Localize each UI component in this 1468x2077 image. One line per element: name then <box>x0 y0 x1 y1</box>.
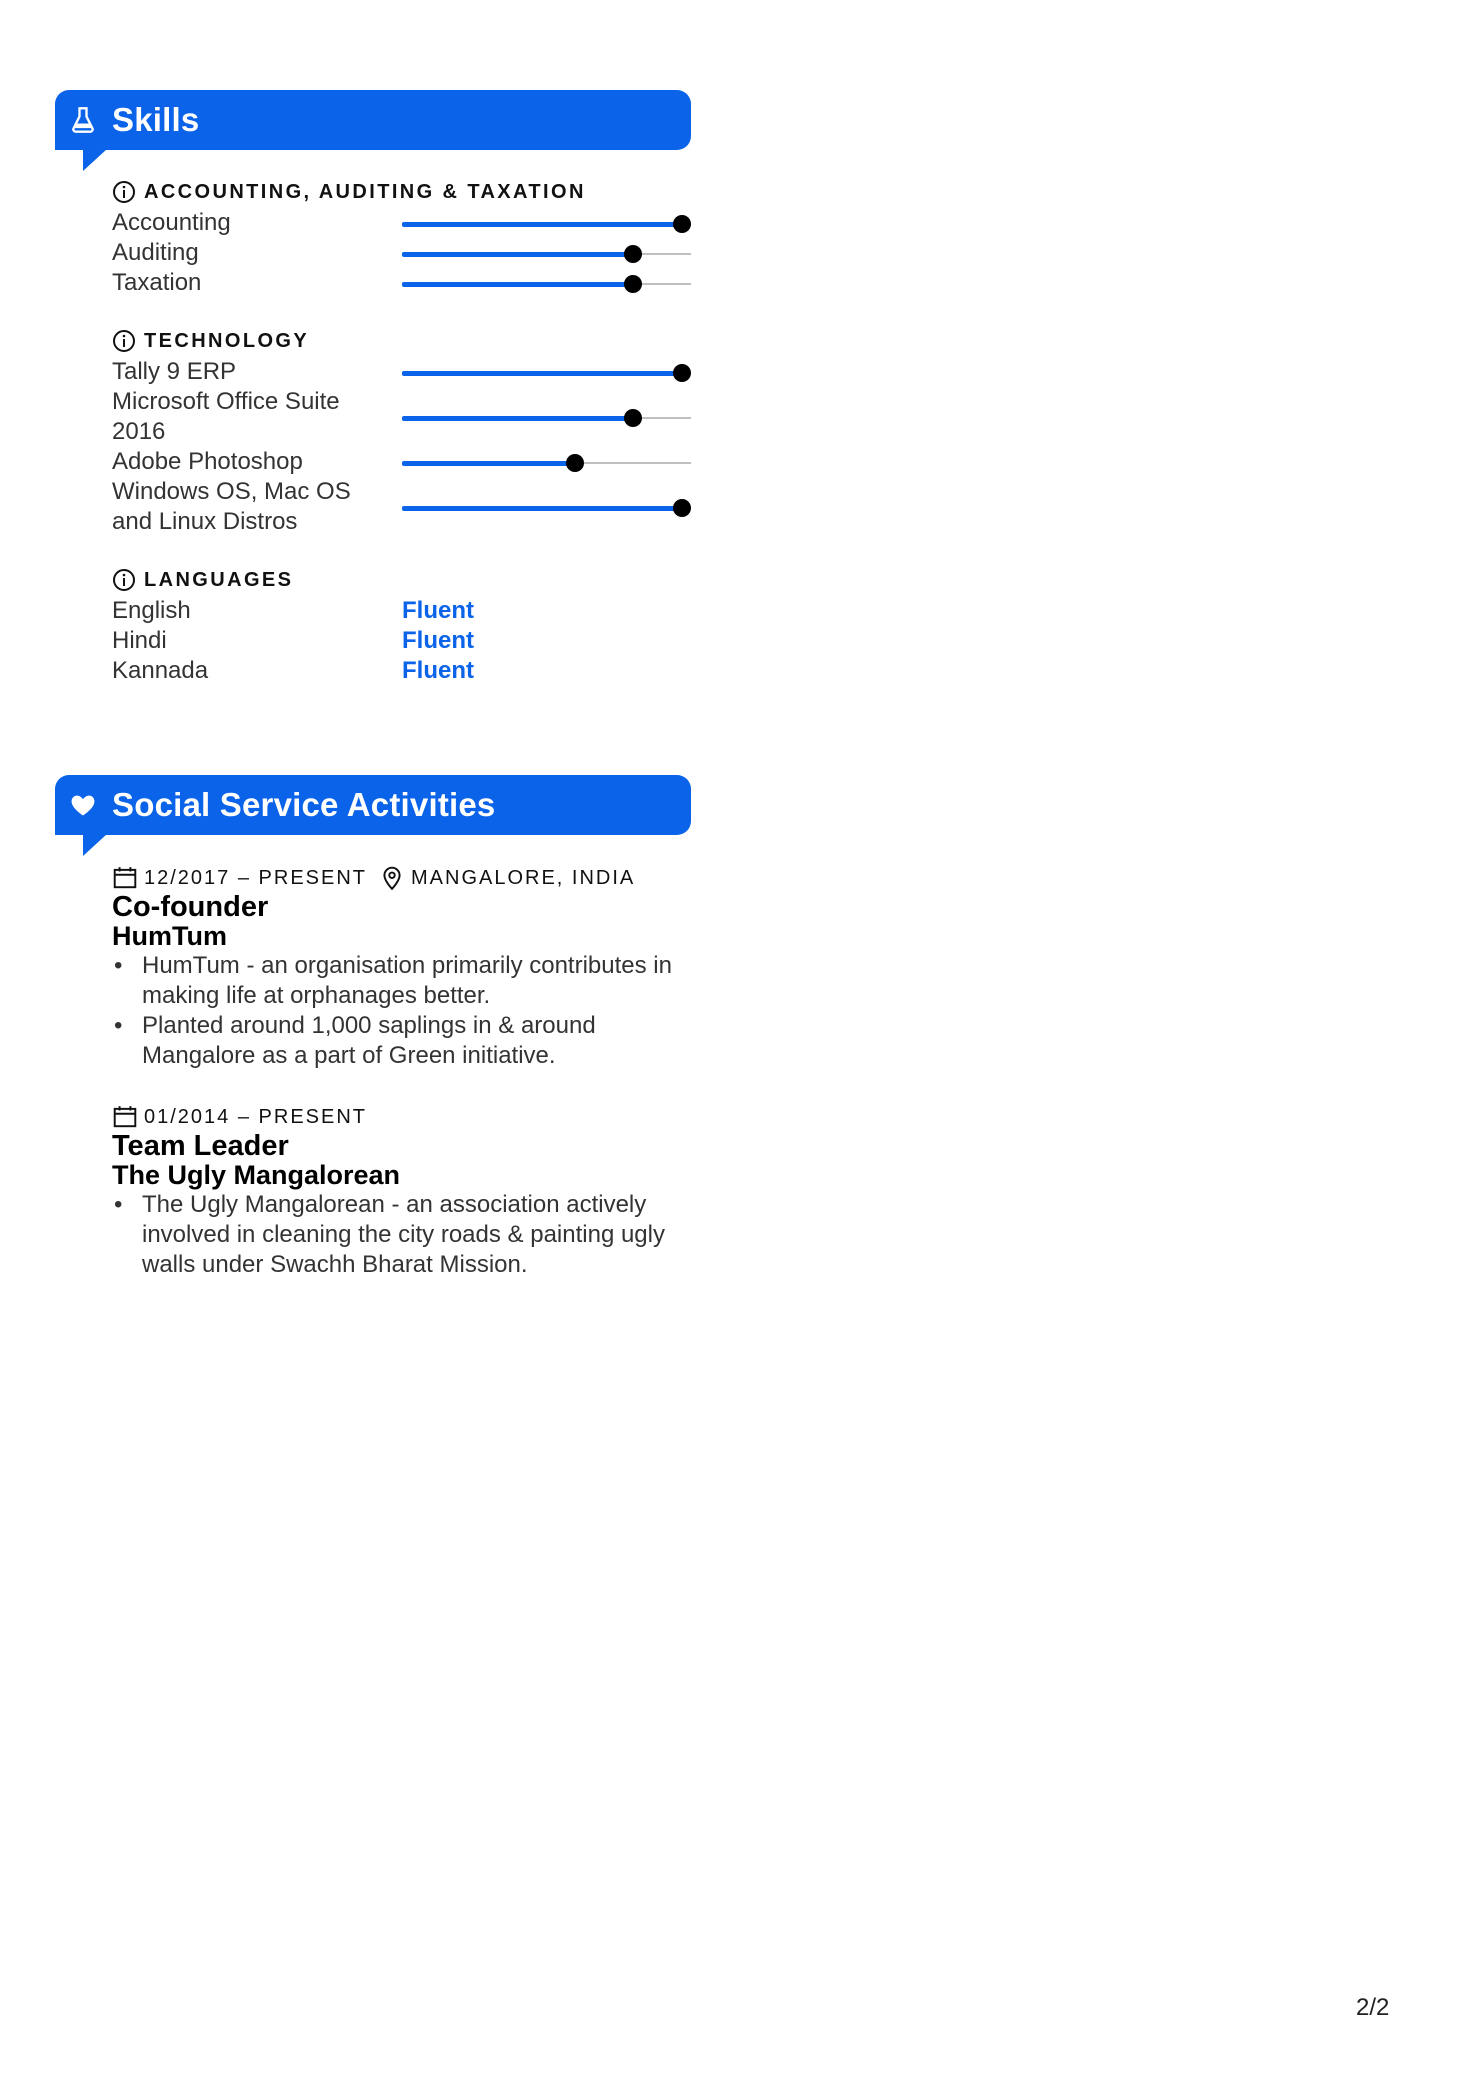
skill-knob <box>624 275 642 293</box>
language-level: Fluent <box>402 657 474 684</box>
skill-label: Windows OS, Mac OS and Linux Distros <box>112 478 351 535</box>
skill-knob <box>624 409 642 427</box>
bullet-item: • Planted around 1,000 saplings in & around Mangalore as a part of Green initiative. <box>112 1011 702 1071</box>
skill-bar <box>402 283 691 285</box>
skill-group-heading: TECHNOLOGY <box>112 329 309 353</box>
entry-meta <box>112 1104 367 1130</box>
skill-knob <box>673 215 691 233</box>
flask-icon <box>69 106 97 134</box>
location-pin-icon <box>379 865 405 891</box>
entry-date: 01/2014 – PRESENT <box>144 1105 367 1128</box>
entry-bullets <box>112 951 702 1071</box>
info-icon <box>112 329 136 353</box>
language-name: Hindi <box>112 627 167 654</box>
entry-organisation: The Ugly Mangalorean <box>112 1160 401 1190</box>
social-service-section <box>55 775 691 1295</box>
page-number: 2/2 <box>1356 1994 1390 2021</box>
skills-title: Skills <box>112 101 200 138</box>
entry-meta <box>112 865 635 891</box>
skill-knob <box>566 454 584 472</box>
social-banner <box>55 775 691 835</box>
skill-knob <box>673 499 691 517</box>
calendar-icon <box>112 1104 138 1130</box>
skill-label: Adobe Photoshop <box>112 448 303 475</box>
skill-label: Accounting <box>112 209 231 236</box>
banner-tail <box>83 834 107 856</box>
language-name: English <box>112 597 191 624</box>
social-title: Social Service Activities <box>112 786 496 823</box>
entry-bullets <box>112 1190 702 1280</box>
skill-bar <box>402 507 691 509</box>
bullet-item: • HumTum - an organisation primarily contributes in making life at orphanages better. <box>112 951 702 1011</box>
skill-bar <box>402 462 691 464</box>
skill-knob <box>624 245 642 263</box>
skill-bar <box>402 223 691 225</box>
skill-bar <box>402 372 691 374</box>
heart-icon <box>69 791 97 819</box>
banner-tail <box>83 149 107 171</box>
skill-knob <box>673 364 691 382</box>
info-icon <box>112 568 136 592</box>
skill-label: Auditing <box>112 239 199 266</box>
language-level: Fluent <box>402 597 474 624</box>
skill-label: Tally 9 ERP <box>112 358 237 385</box>
entry-role: Team Leader <box>112 1130 289 1162</box>
skill-group-heading: ACCOUNTING, AUDITING & TAXATION <box>112 180 586 204</box>
entry-date: 12/2017 – PRESENT <box>144 866 367 889</box>
skills-banner <box>55 90 691 150</box>
languages-heading: LANGUAGES <box>112 568 293 592</box>
language-level: Fluent <box>402 627 474 654</box>
bullet-item: • The Ugly Mangalorean - an association actively involved in cleaning the city roads & painting ugly walls under Swachh Bharat Mission. <box>112 1190 702 1280</box>
entry-organisation: HumTum <box>112 921 227 951</box>
skills-section <box>55 90 691 690</box>
skill-bar <box>402 417 691 419</box>
skill-bar <box>402 253 691 255</box>
entry-location: MANGALORE, INDIA <box>411 866 636 889</box>
skill-label: Taxation <box>112 269 202 296</box>
language-name: Kannada <box>112 657 209 684</box>
skill-label: Microsoft Office Suite 2016 <box>112 388 340 445</box>
info-icon <box>112 180 136 204</box>
calendar-icon <box>112 865 138 891</box>
entry-role: Co-founder <box>112 891 269 923</box>
